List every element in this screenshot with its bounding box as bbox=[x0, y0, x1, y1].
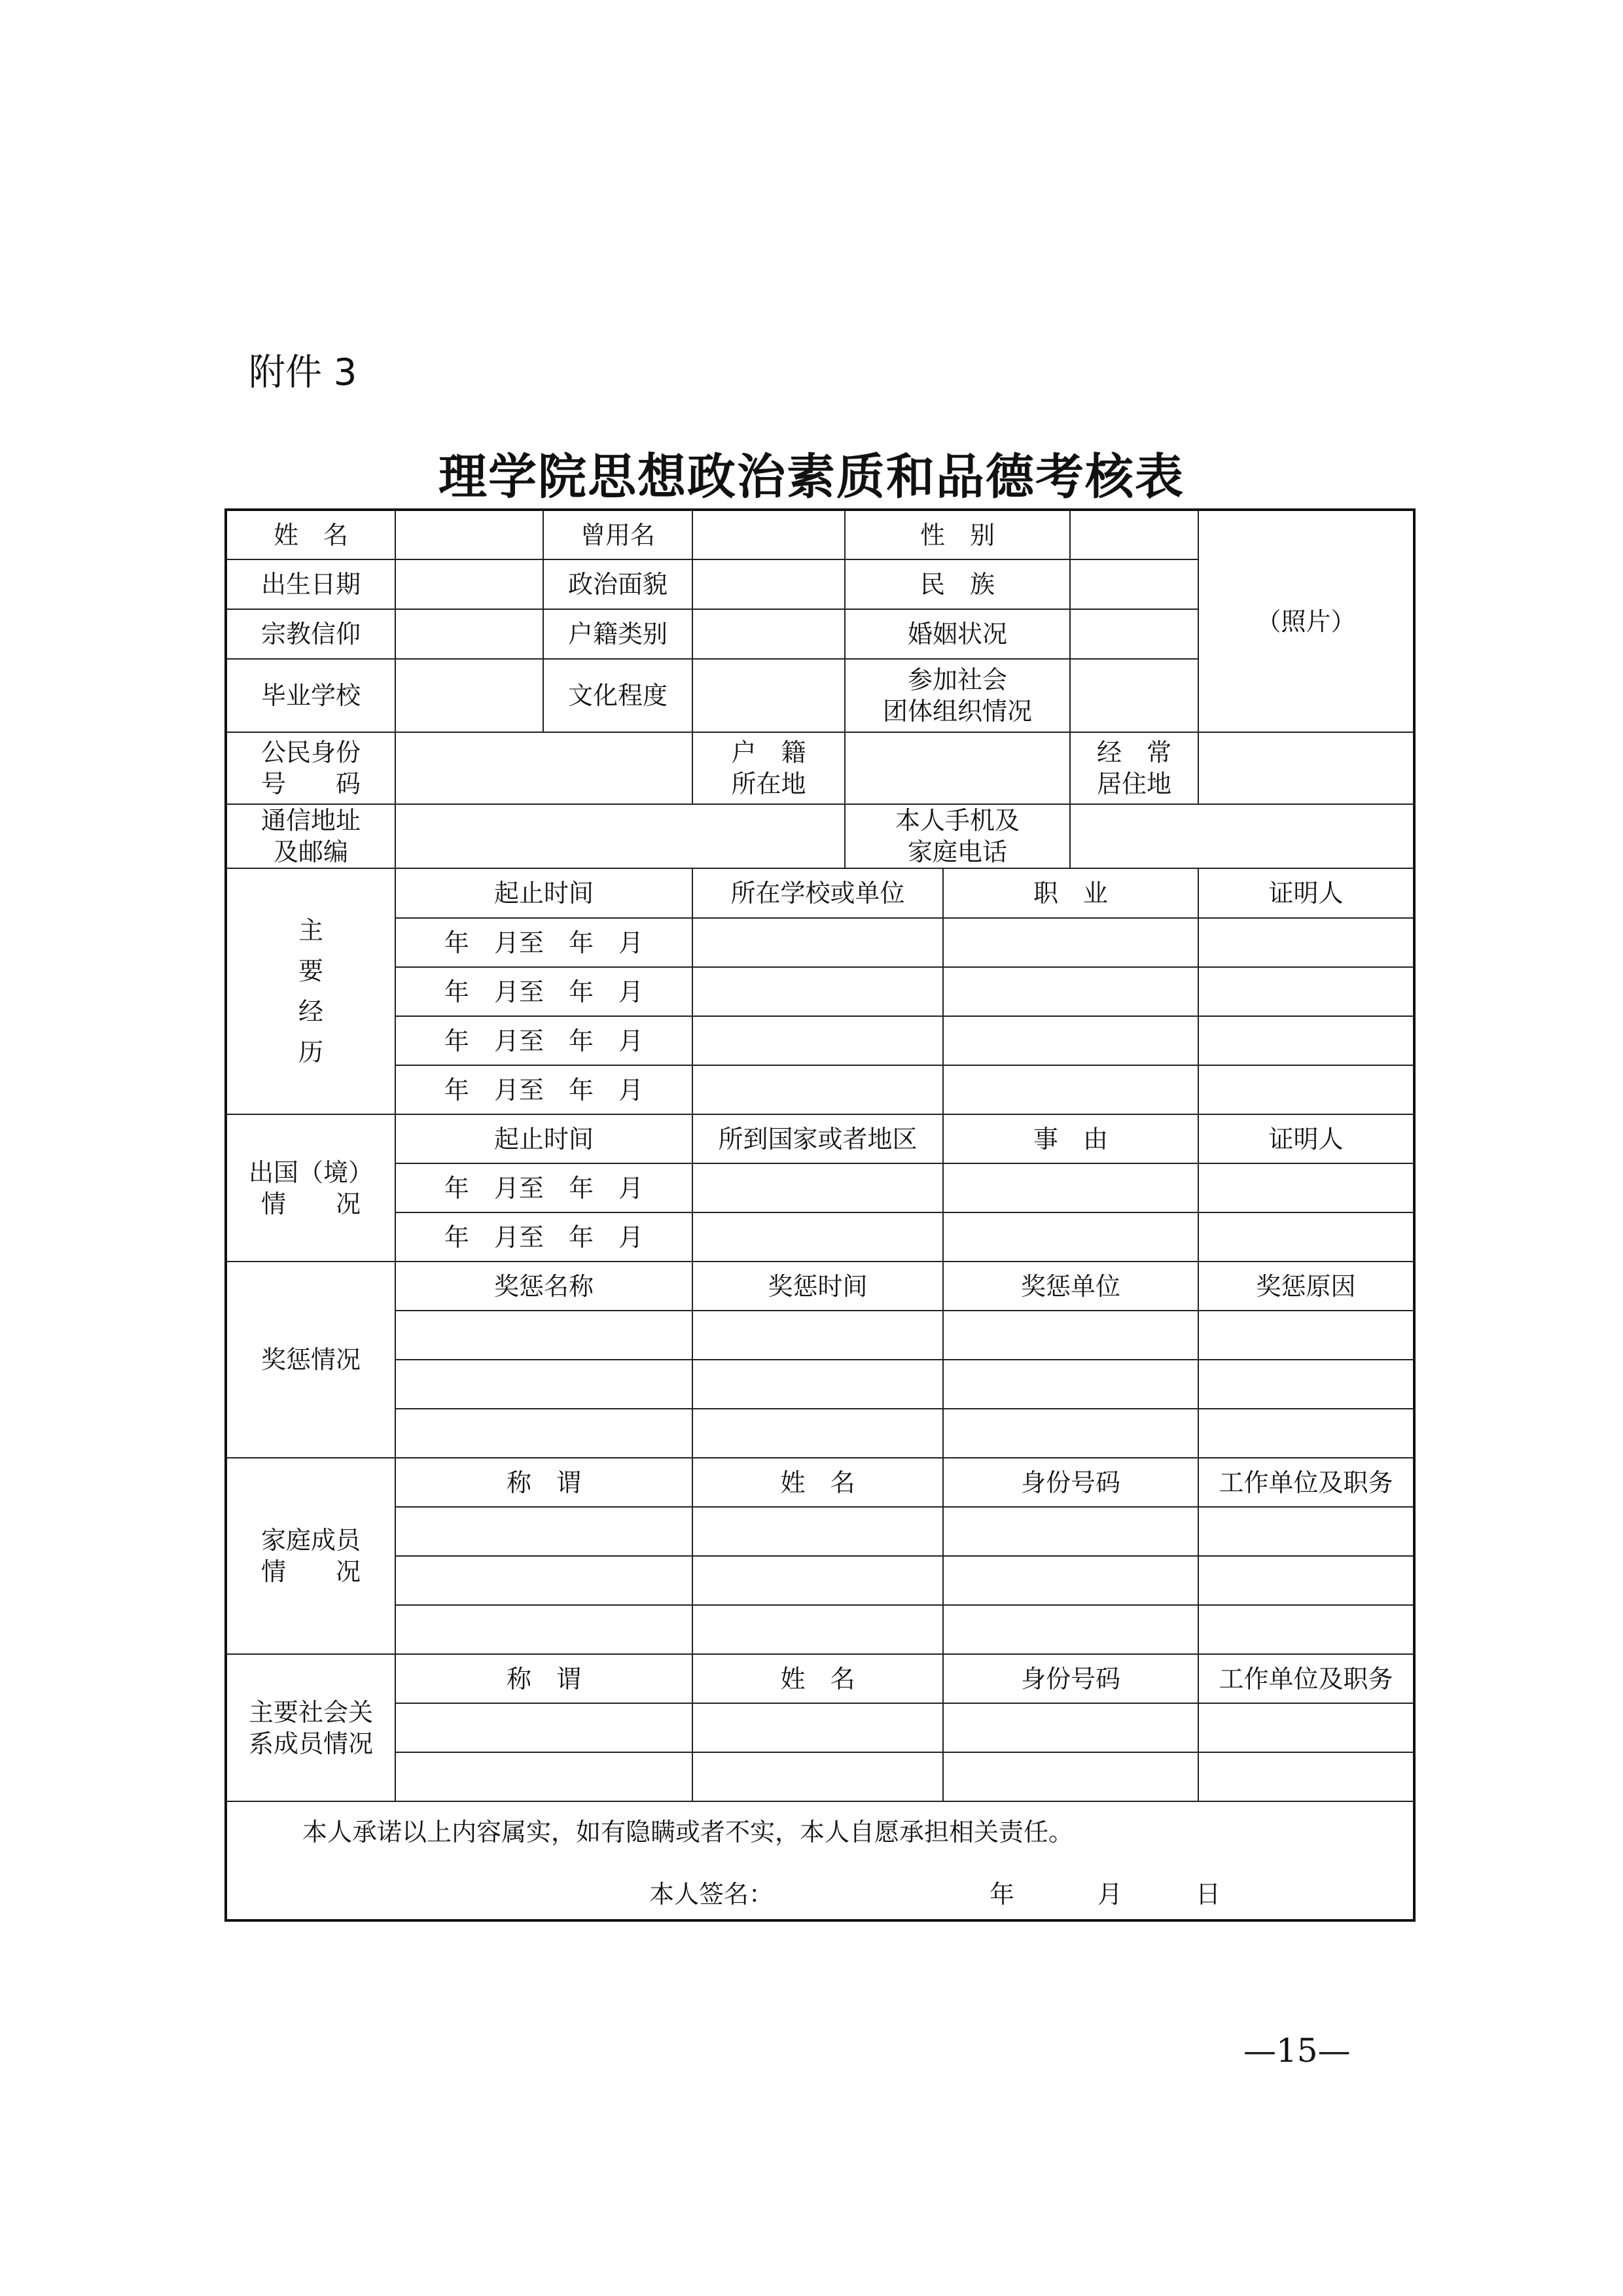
family-header-id: 身份号码 bbox=[943, 1458, 1198, 1507]
former-name-field[interactable] bbox=[692, 510, 845, 559]
abroad-header-country: 所到国家或者地区 bbox=[692, 1114, 943, 1163]
residence-label-line-2: 居住地 bbox=[1097, 769, 1172, 798]
school-label: 毕业学校 bbox=[226, 659, 395, 732]
experience-period-cell[interactable]: 年 月至 年 月 bbox=[395, 1065, 692, 1114]
experience-period-cell[interactable]: 年 月至 年 月 bbox=[395, 918, 692, 967]
table-row bbox=[226, 1311, 1414, 1360]
abroad-header-period: 起止时间 bbox=[395, 1114, 692, 1163]
form-title: 理学院思想政治素质和品德考核表 bbox=[438, 449, 1185, 505]
family-label-line-1: 家庭成员 bbox=[260, 1526, 361, 1555]
marital-status-field[interactable] bbox=[1070, 609, 1198, 659]
gender-field[interactable] bbox=[1070, 510, 1198, 559]
abroad-country-cell[interactable] bbox=[692, 1163, 943, 1212]
abroad-period-cell[interactable]: 年 月至 年 月 bbox=[395, 1212, 692, 1262]
family-name-cell[interactable] bbox=[692, 1605, 943, 1654]
abroad-label bbox=[226, 1114, 395, 1262]
table-row bbox=[226, 1556, 1414, 1605]
rewards-header-reason: 奖惩原因 bbox=[1198, 1262, 1414, 1311]
ethnicity-field[interactable] bbox=[1070, 559, 1198, 609]
social-work-cell[interactable] bbox=[1198, 1752, 1414, 1801]
abroad-period-cell[interactable]: 年 月至 年 月 bbox=[395, 1163, 692, 1212]
social-id-cell[interactable] bbox=[943, 1703, 1198, 1752]
table-row bbox=[226, 1163, 1414, 1212]
rewards-reason-cell[interactable] bbox=[1198, 1360, 1414, 1409]
rewards-reason-cell[interactable] bbox=[1198, 1311, 1414, 1360]
family-header-name: 姓 名 bbox=[692, 1458, 943, 1507]
experience-label bbox=[226, 868, 395, 1114]
family-relation-cell[interactable] bbox=[395, 1605, 692, 1654]
rewards-header-row bbox=[226, 1262, 1414, 1311]
rewards-name-cell[interactable] bbox=[395, 1409, 692, 1458]
signature-year[interactable]: 年 bbox=[990, 1880, 1015, 1909]
table-row bbox=[226, 1703, 1414, 1752]
marital-status-label: 婚姻状况 bbox=[845, 609, 1070, 659]
family-id-cell[interactable] bbox=[943, 1556, 1198, 1605]
rewards-name-cell[interactable] bbox=[395, 1360, 692, 1409]
address-label-line-2: 及邮编 bbox=[273, 838, 348, 866]
table-row bbox=[226, 1065, 1414, 1114]
social-header-relation: 称 谓 bbox=[395, 1654, 692, 1703]
id-number-field[interactable] bbox=[395, 732, 692, 804]
family-label bbox=[226, 1458, 395, 1654]
social-relation-cell[interactable] bbox=[395, 1703, 692, 1752]
rewards-header-unit: 奖惩单位 bbox=[943, 1262, 1198, 1311]
family-work-cell[interactable] bbox=[1198, 1605, 1414, 1654]
id-number-label bbox=[226, 732, 395, 804]
social-name-cell[interactable] bbox=[692, 1703, 943, 1752]
experience-header-school: 所在学校或单位 bbox=[692, 868, 943, 918]
rewards-time-cell[interactable] bbox=[692, 1311, 943, 1360]
experience-occupation-cell[interactable] bbox=[943, 967, 1198, 1016]
social-label bbox=[226, 1654, 395, 1801]
residence-label-line-1: 经 常 bbox=[1097, 738, 1172, 767]
abroad-header-reason: 事 由 bbox=[943, 1114, 1198, 1163]
social-label-line-2: 系成员情况 bbox=[248, 1729, 373, 1758]
basic-row-5 bbox=[226, 732, 1414, 804]
statement-text: 本人承诺以上内容属实，如有隐瞒或者不实，本人自愿承担相关责任。 bbox=[302, 1818, 1074, 1846]
religion-label: 宗教信仰 bbox=[226, 609, 395, 659]
rewards-time-cell[interactable] bbox=[692, 1360, 943, 1409]
rewards-unit-cell[interactable] bbox=[943, 1311, 1198, 1360]
experience-school-cell[interactable] bbox=[692, 1016, 943, 1065]
gender-label: 性 别 bbox=[845, 510, 1070, 559]
social-header-name: 姓 名 bbox=[692, 1654, 943, 1703]
table-row bbox=[226, 967, 1414, 1016]
signature-month[interactable]: 月 bbox=[1097, 1880, 1123, 1909]
table-row bbox=[226, 1409, 1414, 1458]
religion-field[interactable] bbox=[395, 609, 543, 659]
education-label: 文化程度 bbox=[543, 659, 692, 732]
social-header-work: 工作单位及职务 bbox=[1198, 1654, 1414, 1703]
residence-field[interactable] bbox=[1198, 732, 1414, 804]
ethnicity-label: 民 族 bbox=[845, 559, 1070, 609]
name-field[interactable] bbox=[395, 510, 543, 559]
social-name-cell[interactable] bbox=[692, 1752, 943, 1801]
phone-label bbox=[845, 804, 1070, 868]
experience-header-witness: 证明人 bbox=[1198, 868, 1414, 918]
basic-row-6 bbox=[226, 804, 1414, 868]
family-name-cell[interactable] bbox=[692, 1556, 943, 1605]
social-label-line-1: 主要社会关 bbox=[248, 1697, 373, 1727]
experience-occupation-cell[interactable] bbox=[943, 918, 1198, 967]
abroad-reason-cell[interactable] bbox=[943, 1163, 1198, 1212]
experience-school-cell[interactable] bbox=[692, 967, 943, 1016]
education-field[interactable] bbox=[692, 659, 845, 732]
experience-label-char: 主 bbox=[298, 916, 323, 945]
phone-label-line-1: 本人手机及 bbox=[895, 806, 1020, 835]
political-status-label: 政治面貌 bbox=[543, 559, 692, 609]
experience-witness-cell[interactable] bbox=[1198, 1016, 1414, 1065]
political-status-field[interactable] bbox=[692, 559, 845, 609]
family-work-cell[interactable] bbox=[1198, 1507, 1414, 1556]
family-header-relation: 称 谓 bbox=[395, 1458, 692, 1507]
experience-occupation-cell[interactable] bbox=[943, 1065, 1198, 1114]
table-row bbox=[226, 1016, 1414, 1065]
table-row bbox=[226, 918, 1414, 967]
household-type-field[interactable] bbox=[692, 609, 845, 659]
social-org-label-line-2: 团体组织情况 bbox=[883, 697, 1033, 726]
birth-date-label: 出生日期 bbox=[226, 559, 395, 609]
abroad-label-line-2: 情 况 bbox=[260, 1189, 361, 1218]
table-row bbox=[226, 1360, 1414, 1409]
table-row bbox=[226, 1605, 1414, 1654]
residence-label bbox=[1070, 732, 1198, 804]
abroad-header-row bbox=[226, 1114, 1414, 1163]
address-label-line-1: 通信地址 bbox=[260, 806, 361, 835]
birth-date-field[interactable] bbox=[395, 559, 543, 609]
experience-label-char: 经 bbox=[298, 997, 323, 1026]
rewards-time-cell[interactable] bbox=[692, 1409, 943, 1458]
id-number-label-line-1: 公民身份 bbox=[260, 738, 361, 767]
basic-row-1 bbox=[226, 510, 1414, 559]
social-org-label bbox=[845, 659, 1070, 732]
abroad-country-cell[interactable] bbox=[692, 1212, 943, 1262]
statement-cell bbox=[226, 1801, 1414, 1920]
experience-header-period: 起止时间 bbox=[395, 868, 692, 918]
abroad-reason-cell[interactable] bbox=[943, 1212, 1198, 1262]
family-id-cell[interactable] bbox=[943, 1605, 1198, 1654]
social-relation-cell[interactable] bbox=[395, 1752, 692, 1801]
id-number-label-line-2: 号 码 bbox=[260, 769, 361, 798]
social-id-cell[interactable] bbox=[943, 1752, 1198, 1801]
experience-witness-cell[interactable] bbox=[1198, 1065, 1414, 1114]
abroad-header-witness: 证明人 bbox=[1198, 1114, 1414, 1163]
page-number: —15— bbox=[1243, 2032, 1351, 2070]
abroad-witness-cell[interactable] bbox=[1198, 1163, 1414, 1212]
experience-label-char: 历 bbox=[298, 1038, 323, 1067]
abroad-witness-cell[interactable] bbox=[1198, 1212, 1414, 1262]
signature-label[interactable]: 本人签名： bbox=[649, 1880, 774, 1909]
experience-header-occupation: 职 业 bbox=[943, 868, 1198, 918]
table-row bbox=[226, 1212, 1414, 1262]
social-org-field[interactable] bbox=[1070, 659, 1198, 732]
social-header-row bbox=[226, 1654, 1414, 1703]
hukou-field[interactable] bbox=[845, 732, 1070, 804]
experience-school-cell[interactable] bbox=[692, 918, 943, 967]
family-name-cell[interactable] bbox=[692, 1507, 943, 1556]
attachment-label: 附件 3 bbox=[249, 351, 357, 394]
hukou-label-line-1: 户 籍 bbox=[731, 738, 806, 767]
family-work-cell[interactable] bbox=[1198, 1556, 1414, 1605]
table-row bbox=[226, 1507, 1414, 1556]
social-org-label-line-1: 参加社会 bbox=[908, 665, 1008, 694]
experience-witness-cell[interactable] bbox=[1198, 918, 1414, 967]
name-label: 姓 名 bbox=[226, 510, 395, 559]
household-type-label: 户籍类别 bbox=[543, 609, 692, 659]
experience-period-cell[interactable]: 年 月至 年 月 bbox=[395, 1016, 692, 1065]
rewards-unit-cell[interactable] bbox=[943, 1409, 1198, 1458]
social-header-id: 身份号码 bbox=[943, 1654, 1198, 1703]
rewards-label: 奖惩情况 bbox=[226, 1262, 395, 1458]
rewards-unit-cell[interactable] bbox=[943, 1360, 1198, 1409]
hukou-label bbox=[692, 732, 845, 804]
social-work-cell[interactable] bbox=[1198, 1703, 1414, 1752]
phone-label-line-2: 家庭电话 bbox=[908, 838, 1008, 866]
experience-occupation-cell[interactable] bbox=[943, 1016, 1198, 1065]
rewards-header-name: 奖惩名称 bbox=[395, 1262, 692, 1311]
former-name-label: 曾用名 bbox=[543, 510, 692, 559]
family-header-row bbox=[226, 1458, 1414, 1507]
family-relation-cell[interactable] bbox=[395, 1507, 692, 1556]
school-field[interactable] bbox=[395, 659, 543, 732]
hukou-label-line-2: 所在地 bbox=[731, 769, 806, 798]
experience-witness-cell[interactable] bbox=[1198, 967, 1414, 1016]
experience-header-row bbox=[226, 868, 1414, 918]
experience-period-cell[interactable]: 年 月至 年 月 bbox=[395, 967, 692, 1016]
rewards-name-cell[interactable] bbox=[395, 1311, 692, 1360]
abroad-label-line-1: 出国（境） bbox=[248, 1157, 373, 1187]
address-label bbox=[226, 804, 395, 868]
family-header-work: 工作单位及职务 bbox=[1198, 1458, 1414, 1507]
photo-box: （照片） bbox=[1198, 510, 1414, 732]
experience-school-cell[interactable] bbox=[692, 1065, 943, 1114]
family-id-cell[interactable] bbox=[943, 1507, 1198, 1556]
rewards-header-time: 奖惩时间 bbox=[692, 1262, 943, 1311]
family-label-line-2: 情 况 bbox=[260, 1557, 361, 1586]
signature-day[interactable]: 日 bbox=[1196, 1880, 1221, 1909]
rewards-reason-cell[interactable] bbox=[1198, 1409, 1414, 1458]
assessment-form bbox=[224, 508, 1416, 1922]
statement-row bbox=[226, 1801, 1414, 1920]
phone-field[interactable] bbox=[1070, 804, 1414, 868]
address-field[interactable] bbox=[395, 804, 845, 868]
table-row bbox=[226, 1752, 1414, 1801]
family-relation-cell[interactable] bbox=[395, 1556, 692, 1605]
experience-label-char: 要 bbox=[298, 957, 323, 985]
